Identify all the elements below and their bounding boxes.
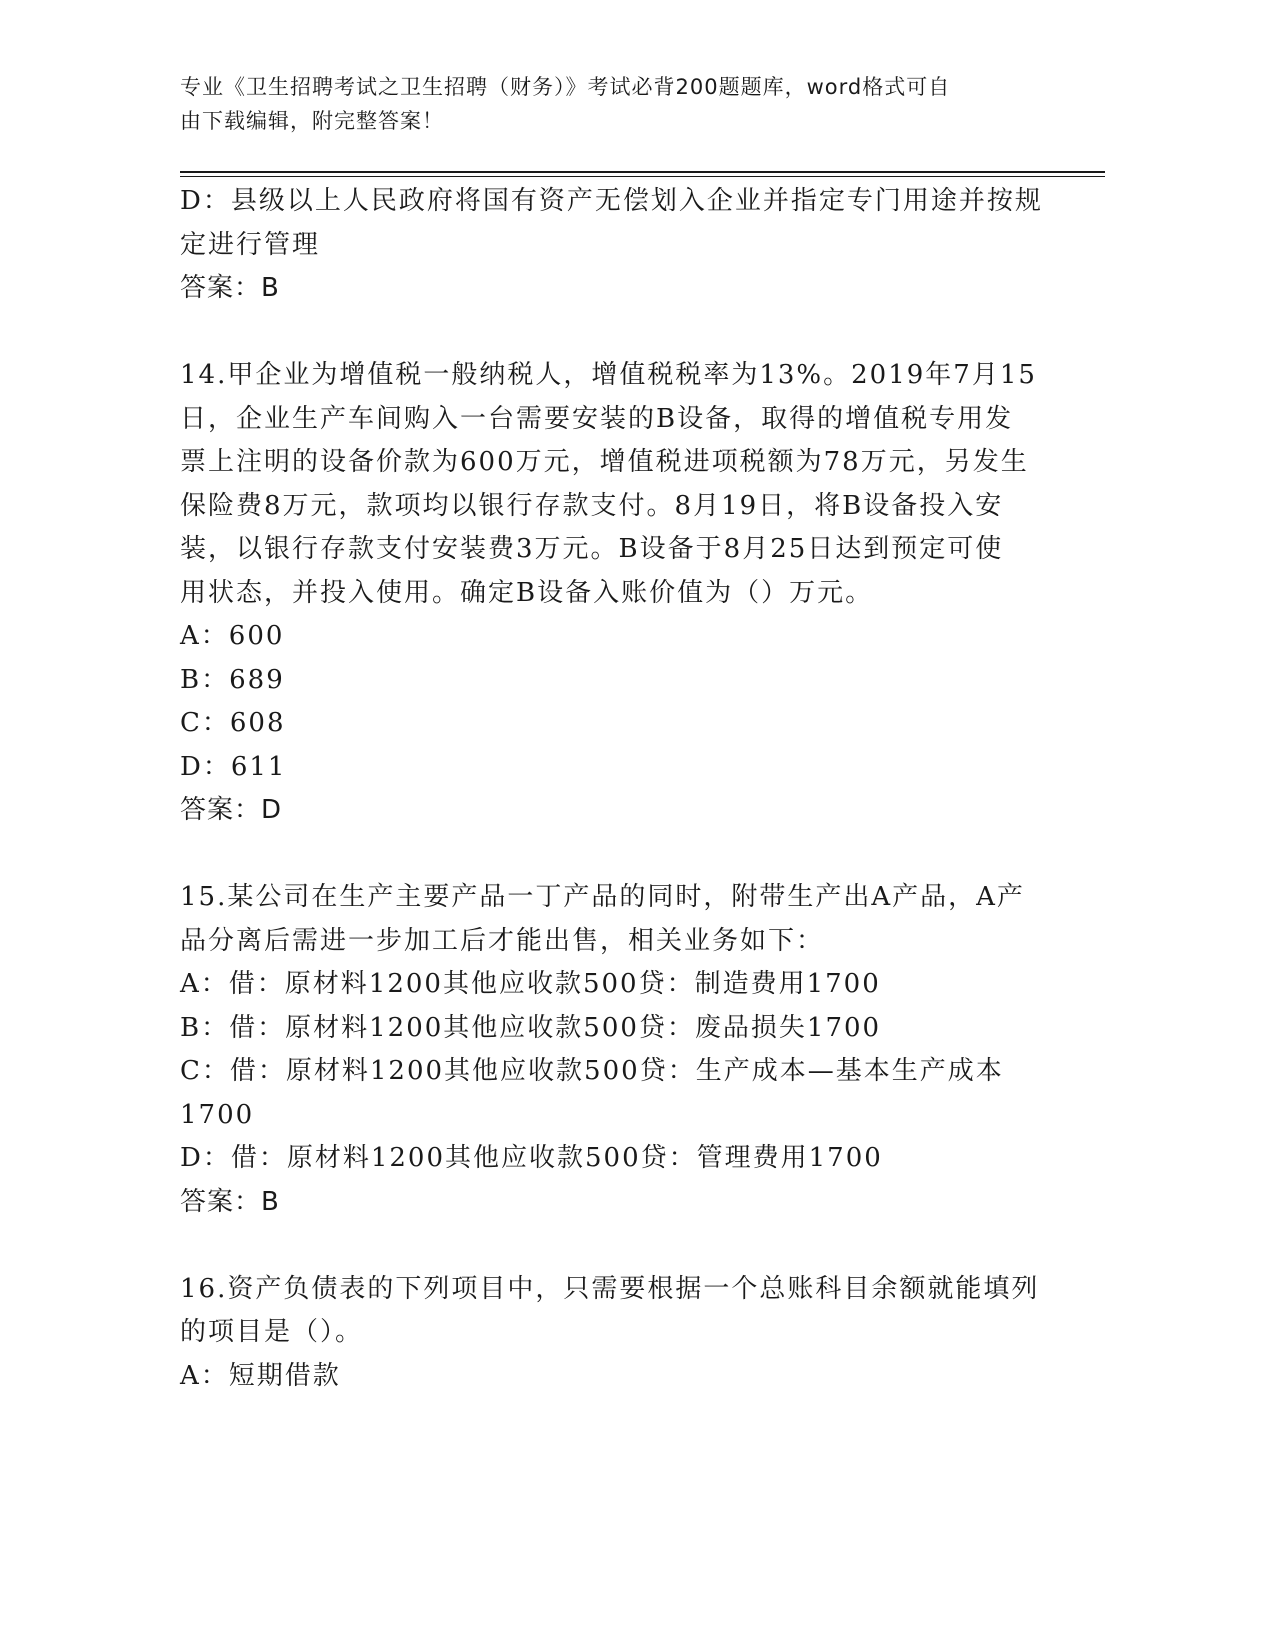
header-rule-thick xyxy=(180,171,1105,173)
question-16-line-1: 16.资产负债表的下列项目中，只需要根据一个总账科目余额就能填列 xyxy=(180,1273,1040,1304)
question-14-option-d: D：611 xyxy=(180,751,287,782)
question-16-line-2: 的项目是（）。 xyxy=(180,1317,364,1347)
document-body xyxy=(180,180,1043,1398)
question-14-line-3: 票上注明的设备价款为600万元，增值税进项税额为78万元，另发生 xyxy=(180,447,1029,477)
question-15-option-a: A：借：原材料1200其他应收款500贷：制造费用1700 xyxy=(180,969,881,999)
question-14-line-2: 日，企业生产车间购入一台需要安装的B设备，取得的增值税专用发 xyxy=(180,403,1014,434)
question-14-line-4: 保险费8万元，款项均以银行存款支付。8月19日，将B设备投入安 xyxy=(180,490,1004,521)
question-14 xyxy=(180,354,1037,833)
question-16-option-a: A：短期借款 xyxy=(180,1360,341,1391)
question-14-option-a: A：600 xyxy=(180,621,285,651)
question-15 xyxy=(180,876,1030,1224)
answer-14: 答案：D xyxy=(180,795,283,825)
question-16 xyxy=(180,1268,1040,1399)
question-14-line-5: 装，以银行存款支付安装费3万元。B设备于8月25日达到预定可使 xyxy=(180,534,1004,564)
question-15-option-b: B：借：原材料1200其他应收款500贷：废品损失1700 xyxy=(180,1012,882,1043)
question-15-option-c: C：借：原材料1200其他应收款500贷：生产成本—基本生产成本 xyxy=(180,1056,1004,1086)
header-line-2: 由下载编辑，附完整答案！ xyxy=(180,109,444,133)
spacer xyxy=(180,311,1030,355)
question-13-tail xyxy=(180,180,1043,311)
question-15-line-1: 15.某公司在生产主要产品一丁产品的同时，附带生产出A产品，A产 xyxy=(180,882,1025,912)
answer-13: 答案：B xyxy=(180,273,280,303)
option-d-line-1: D：县级以上人民政府将国有资产无偿划入企业并指定专门用途并按规 xyxy=(180,186,1043,216)
header-line-1: 专业《卫生招聘考试之卫生招聘（财务）》考试必背200题题库，word格式可自 xyxy=(180,75,951,99)
spacer xyxy=(180,1224,1030,1268)
spacer xyxy=(180,833,1030,877)
answer-15: 答案：B xyxy=(180,1186,280,1217)
question-15-option-d: D：借：原材料1200其他应收款500贷：管理费用1700 xyxy=(180,1143,883,1173)
question-15-line-2: 品分离后需进一步加工后才能出售，相关业务如下： xyxy=(180,925,825,956)
header-rule-thin xyxy=(180,176,1105,177)
option-d-line-2: 定进行管理 xyxy=(180,229,321,260)
question-14-option-b: B：689 xyxy=(180,664,285,695)
question-14-option-c: C：608 xyxy=(180,708,286,738)
question-14-line-1: 14.甲企业为增值税一般纳税人，增值税税率为13%。2019年7月15 xyxy=(180,360,1037,390)
document-header xyxy=(180,70,1040,138)
question-15-option-c-cont: 1700 xyxy=(180,1099,255,1130)
question-14-line-6: 用状态，并投入使用。确定B设备入账价值为（）万元。 xyxy=(180,577,874,608)
